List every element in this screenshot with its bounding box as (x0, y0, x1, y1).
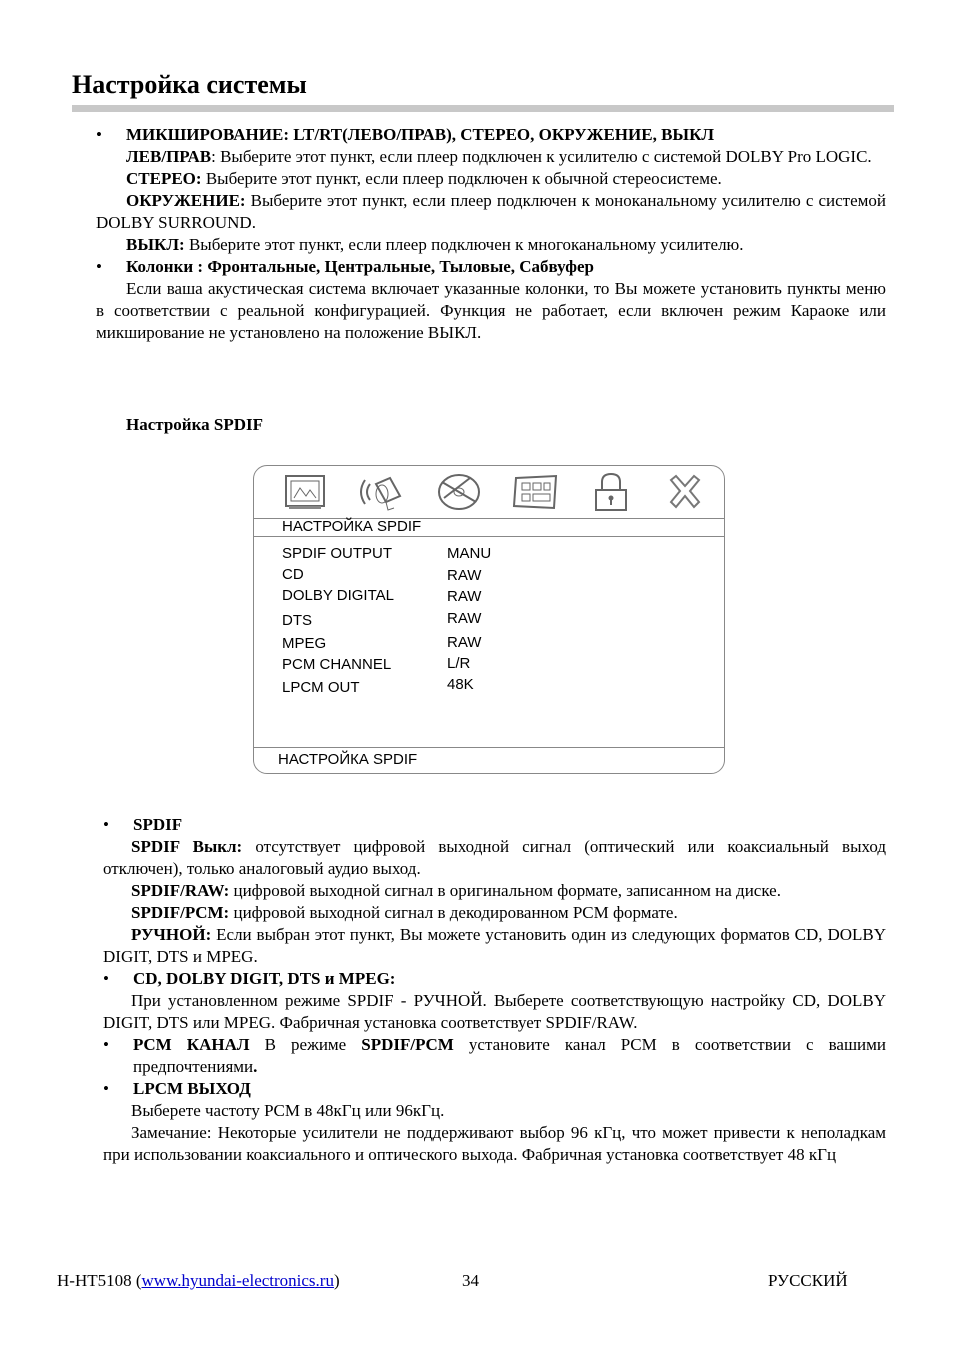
pcm-label: PCM КАНАЛ (133, 1035, 250, 1054)
manual-text: Если выбран этот пункт, Вы можете установить один из следующих форматов CD, DOLBY DIGIT, DTS и MPEG. (103, 925, 886, 966)
speakers-paragraph: Если ваша акустическая система включает указанные колонки, то Вы можете установить пункты меню в соответствии с реальной конфигурацией. Функция не работает, если включен режим Караоке или микширование не установлено на положение ВЫКЛ. (96, 279, 886, 342)
spdif-off-paragraph (103, 836, 886, 880)
spdif-subtitle: Настройка SPDIF (126, 415, 263, 434)
osd-header: НАСТРОЙКА SPDIF (282, 518, 422, 535)
tv-screen-icon[interactable] (280, 470, 330, 514)
spdif-osd-panel (253, 465, 725, 774)
mix-surround-label: ОКРУЖЕНИЕ: (126, 191, 246, 210)
mix-surround-paragraph (96, 190, 886, 234)
pcm-end: . (253, 1057, 258, 1076)
spdif-raw-text: цифровой выходной сигнал в оригинальном формате, записанном на диске. (229, 881, 781, 900)
osd-row-value[interactable]: 48K (447, 676, 474, 693)
mix-stereo-label: СТЕРЕО: (126, 169, 202, 188)
osd-row-label[interactable]: CD (282, 566, 304, 583)
mix-lr-text: : Выберите этот пункт, если плеер подключен к усилителю с системой DOLBY Pro LOGIC. (211, 147, 872, 166)
title-rule (72, 105, 894, 112)
cd-heading: CD, DOLBY DIGIT, DTS и MPEG: (133, 969, 396, 988)
osd-row-value[interactable]: MANU (447, 545, 492, 562)
osd-row-value[interactable]: RAW (447, 588, 482, 605)
spdif-off-label: SPDIF Выкл: (131, 837, 243, 856)
lpcm-paragraph-1: Выберете частоту PCM в 48кГц или 96кГц. (131, 1101, 445, 1120)
mix-lr-paragraph (96, 146, 886, 168)
osd-row-label[interactable]: DOLBY DIGITAL (282, 587, 394, 604)
osd-divider-header (254, 536, 724, 537)
speakers-bullet (96, 256, 886, 278)
mix-stereo-text: Выберите этот пункт, если плеер подключен к обычной стереосистеме. (201, 169, 722, 188)
lpcm-heading: LPCM ВЫХОД (133, 1079, 251, 1098)
speaker-icon[interactable] (356, 470, 406, 514)
osd-row-label[interactable]: LPCM OUT (282, 679, 360, 696)
bullet-dot: • (96, 125, 102, 144)
footer-model-text: H-HT5108 ( (57, 1271, 142, 1290)
osd-row-label[interactable]: SPDIF OUTPUT (282, 545, 393, 562)
page-number: 34 (462, 1271, 479, 1290)
mix-surround-text: Выберите этот пункт, если плеер подключен к моноканальному усилителю с системой DOLBY SURROUND. (96, 191, 886, 232)
bullet-dot: • (103, 1035, 109, 1054)
osd-row-value[interactable]: RAW (447, 634, 482, 651)
osd-row-label[interactable]: PCM CHANNEL (282, 656, 392, 673)
mixing-section (96, 124, 886, 344)
pcm-text2: установите канал PCM в соответствии с вашими предпочтениями (133, 1035, 886, 1076)
lpcm-bullet (103, 1078, 886, 1100)
pcm-bullet (103, 1034, 886, 1078)
pcm-text1: В режиме (249, 1035, 362, 1054)
mix-heading: МИКШИРОВАНИЕ: LT/RT(ЛЕВО/ПРАВ), СТЕРЕО, ОКРУЖЕНИЕ, ВЫКЛ (126, 125, 715, 144)
lock-icon[interactable] (586, 470, 636, 514)
spdif-bullet (103, 814, 886, 836)
mix-stereo-paragraph (96, 168, 886, 190)
spdif-raw-label: SPDIF/RAW: (131, 881, 230, 900)
bullet-dot: • (96, 257, 102, 276)
mix-lr-label: ЛЕВ/ПРАВ (126, 147, 212, 166)
manual-paragraph (103, 924, 886, 968)
mix-off-paragraph (96, 234, 886, 256)
mix-bullet (96, 124, 886, 146)
lpcm-paragraph-2: Замечание: Некоторые усилители не поддерживают выбор 96 кГц, что может привести к неполадкам при использовании коаксиального и оптического выхода. Фабричная установка соответствует 48 кГц (103, 1123, 886, 1164)
cd-bullet (103, 968, 886, 990)
spdif-pcm-paragraph (103, 902, 886, 924)
pcm-label2: SPDIF/PCM (361, 1035, 454, 1054)
osd-row-value[interactable]: RAW (447, 567, 482, 584)
osd-footer: НАСТРОЙКА SPDIF (278, 751, 418, 768)
close-icon[interactable] (660, 470, 710, 514)
spdif-heading: SPDIF (133, 815, 183, 834)
bullet-dot: • (103, 815, 109, 834)
bullet-dot: • (103, 969, 109, 988)
spdif-off-text: отсутствует цифровой выходной сигнал (оптический или коаксиальный выход отключен), только аналоговый аудио выход. (103, 837, 886, 878)
spdif-raw-paragraph (103, 880, 886, 902)
osd-row-label[interactable]: DTS (282, 612, 312, 629)
mix-off-label: ВЫКЛ: (126, 235, 185, 254)
cd-paragraph: При установленном режиме SPDIF - РУЧНОЙ. Выберете соответствующую настройку CD, DOLBY DIGIT, DTS или MPEG. Фабричная установка соответствует SPDIF/RAW. (103, 991, 886, 1032)
footer-model (57, 1270, 340, 1292)
footer-language: РУССКИЙ (768, 1271, 848, 1290)
bullet-dot: • (103, 1079, 109, 1098)
website-link[interactable]: www.hyundai-electronics.ru (141, 1271, 334, 1290)
footer-model-end: ) (333, 1271, 340, 1290)
osd-icon-bar (254, 466, 724, 518)
speakers-heading: Колонки : Фронтальные, Центральные, Тыловые, Сабвуфер (126, 257, 594, 276)
spdif-pcm-text: цифровой выходной сигнал в декодированном PCM формате. (229, 903, 678, 922)
page-title: Настройка системы (72, 70, 307, 99)
spdif-section (103, 814, 886, 1166)
osd-row-value[interactable]: RAW (447, 610, 482, 627)
disc-icon[interactable] (434, 470, 484, 514)
osd-row-label[interactable]: MPEG (282, 635, 327, 652)
mix-off-text: Выберите этот пункт, если плеер подключен к многоканальному усилителю. (184, 235, 744, 254)
spdif-pcm-label: SPDIF/PCM: (131, 903, 230, 922)
manual-label: РУЧНОЙ: (131, 925, 212, 944)
video-grid-icon[interactable] (510, 470, 560, 514)
osd-divider-bottom (254, 747, 724, 748)
osd-row-value[interactable]: L/R (447, 655, 471, 672)
